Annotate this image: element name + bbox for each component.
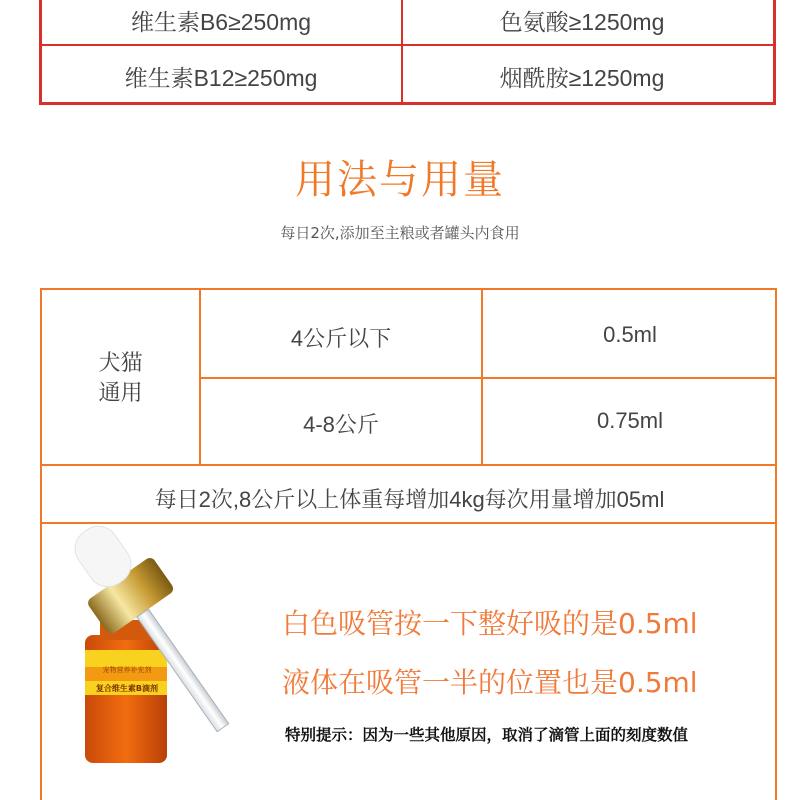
usage-subtitle: 每日2次,添加至主粮或者罐头内食用 [280,224,520,242]
table-divider [199,377,775,379]
amount-cell: 0.5ml [603,322,657,347]
amount-cell: 0.75ml [596,408,664,433]
dropper-note: 白色吸管按一下整好吸的是0.5ml [282,607,698,640]
nutrient-cell: 烟酰胺≥1250mg [499,65,665,91]
group-label-line: 犬猫 [98,350,143,375]
weight-cell: 4公斤以下 [290,326,392,351]
nutrient-table [39,0,776,105]
nutrient-cell: 色氨酸≥1250mg [499,9,665,35]
usage-title: 用法与用量 [295,157,505,203]
special-tip: 特别提示：因为一些其他原因，取消了滴管上面的刻度数值 [285,726,689,744]
dropper-note: 液体在吸管一半的位置也是0.5ml [282,666,698,699]
bottle-label-text: 复合维生素B滴剂 [95,684,159,693]
table-divider [42,464,775,466]
nutrient-cell: 维生素B12≥250mg [124,65,318,91]
group-label-line: 通用 [98,380,143,405]
dropper-bottle-image [45,525,285,775]
dosage-footer: 每日2次,8公斤以上体重每增加4kg每次用量增加05ml [154,487,665,512]
group-label [42,348,199,408]
weight-cell: 4-8公斤 [303,412,379,437]
dosage-table [40,288,777,524]
bottle-label-text: 宠物营养补充剂 [102,666,152,674]
table-divider [42,44,773,46]
nutrient-cell: 维生素B6≥250mg [130,9,312,35]
